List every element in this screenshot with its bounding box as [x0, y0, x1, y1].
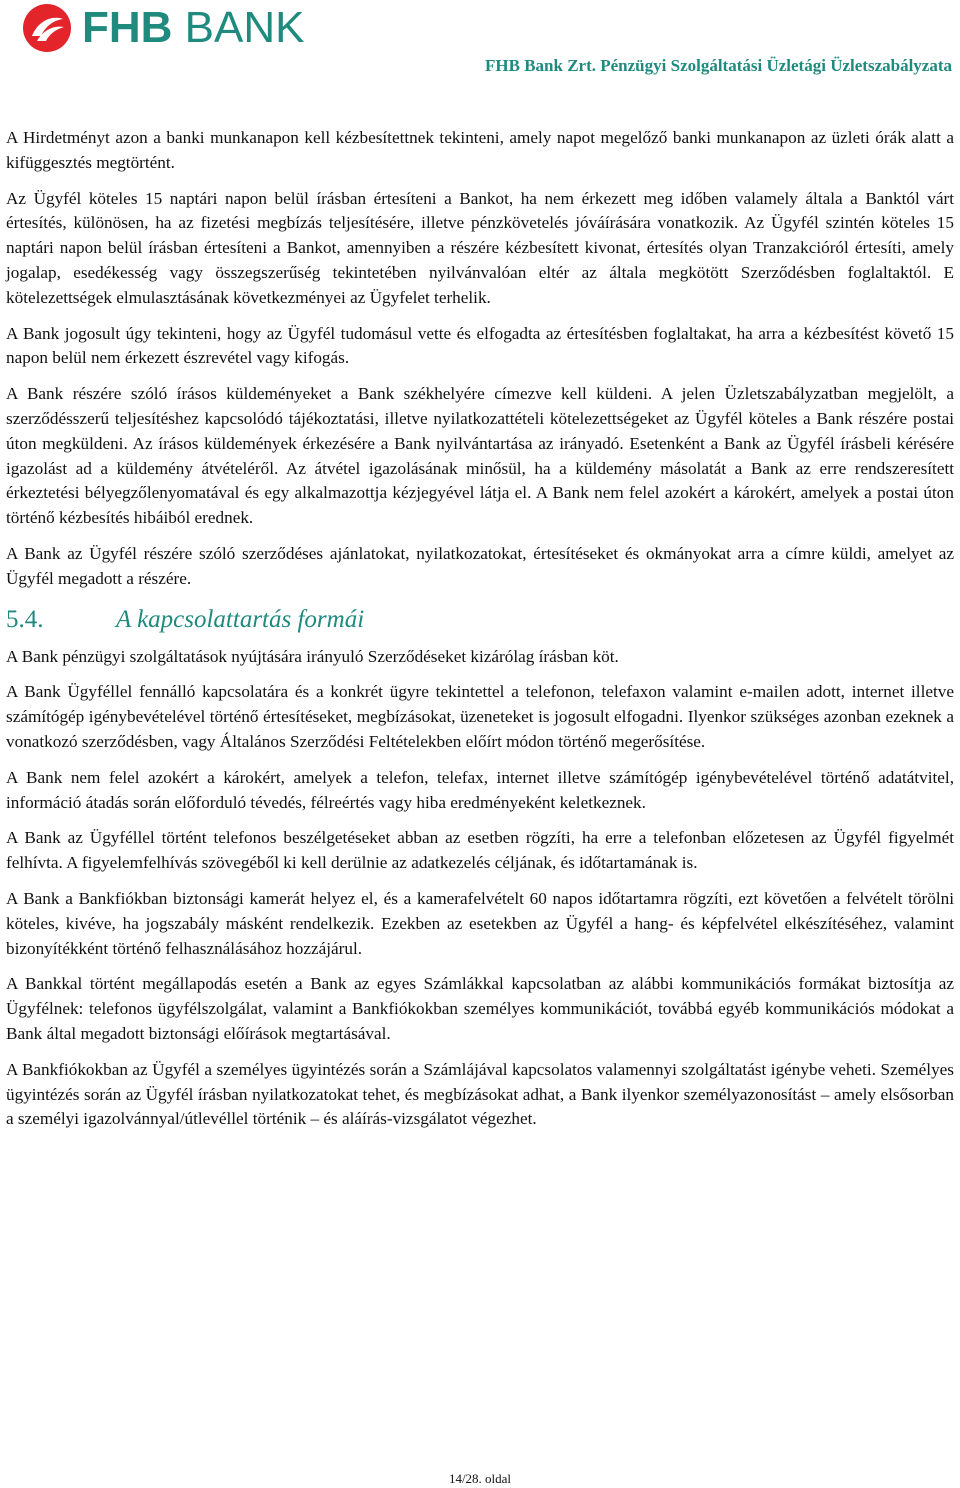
paragraph: A Bankkal történt megállapodás esetén a Bank az egyes Számlákkal kapcsolatban az alábbi kommunikációs formákat biztosítja az Ügyfélnek: telefonos ügyfélszolgálat, valamint a Bankfiókokban személyes kommunikációt, továbbá egyéb kommunikációs módokat a Bank által megadott biztonsági előírások megtartásával. [6, 974, 954, 1043]
paragraph: A Bank a Bankfiókban biztonsági kamerát helyez el, és a kamerafelvételt 60 napos időtartamra rögzíti, ezt követően a felvételt törölni köteles, kivéve, ha jogszabály másként rendelkezik. Ezekben az esetekben az Ügyfél a hang- és képfelvétel elkészítéséhez, valamint bizonyítékként történő felhasználásához hozzájárul. [6, 888, 954, 958]
paragraph: A Bank pénzügyi szolgáltatások nyújtására irányuló Szerződéseket kizárólag írásban köt. [6, 646, 619, 666]
logo-text-light: BANK [172, 3, 305, 52]
paragraph: A Bank Ügyféllel fennálló kapcsolatára és a konkrét ügyre tekintettel a telefonon, telefaxon valamint e-mailen adott, internet illetve számítógép igénybevételével történő értesítéseket, megbízásokat, üzeneteket is jogosult elfogadni. Ilyenkor szükséges azonban ezeknek a vonatkozó szerződésben, vagy Általános Szerződési Feltételekben előírt módon történő megerősítése. [6, 682, 954, 751]
paragraph: A Hirdetményt azon a banki munkanapon kell kézbesítettnek tekinteni, amely napot megelőző banki munkanapon az üzleti órák alatt a kifüggesztés megtörtént. [6, 128, 954, 172]
page-header [0, 0, 960, 100]
paragraph: A Bankfiókokban az Ügyfél a személyes ügyintézés során a Számlájával kapcsolatos valamennyi szolgáltatást igénybe veheti. Személyes ügyintézés során az Ügyfél írásban nyilatkozatokat tehet, és megbízásokat adhat, a Bank ilyenkor személyazonosítást – amely elsősorban a személyi igazolvánnyal/útlevéllel történik – és aláírás-vizsgálatot végezhet. [6, 1059, 954, 1129]
document-body [6, 126, 954, 1143]
section-title: A kapcsolattartás formái [116, 605, 365, 633]
section-heading [6, 603, 954, 637]
page-number: 14/28. oldal [448, 1471, 512, 1486]
section-number: 5.4. [6, 605, 44, 633]
logo-text [82, 2, 304, 54]
paragraph: A Bank nem felel azokért a károkért, amelyek a telefon, telefax, internet illetve számítógép igénybevételével történő adatátvitel, információ átadás során előforduló tévedés, félreértés vagy hiba eredményeként keletkeznek. [6, 767, 954, 812]
paragraph: A Bank részére szóló írásos küldeményeket a Bank székhelyére címezve kell küldeni. A jelen Üzletszabályzatban megjelölt, a szerződésszerű teljesítéshez kapcsolódó tájékoztatási, illetve nyilatkozattételi kötelezettségeket az Ügyfél köteles a Bank részére postai úton megküldeni. Az írásos küldemények érkezésére a Bank nyilvántartása az irányadó. Esetenként a Bank az Ügyfél írásbeli kérésére igazolást ad a küldemény átvételéről. Az átvétel igazolásának minősül, ha a küldemény másolatát a Bank az erre rendszeresített érkeztetési bélyegzőlenyomatával és egy alkalmazottja kézjegyével látja el. A Bank nem felel azokért a károkért, amelyek a postai úton történő kézbesítés hibáiból erednek. [6, 384, 954, 528]
document-title: FHB Bank Zrt. Pénzügyi Szolgáltatási Üzletági Üzletszabályzata [485, 56, 952, 75]
paragraph: Az Ügyfél köteles 15 naptári napon belül írásban értesíteni a Bankot, ha nem érkezett meg időben valamely általa a Banktól várt értesítés, különösen, ha az fizetési megbízás teljesítésére, illetve pénzkövetelés jóváírására vonatkozik. Az Ügyfél szintén köteles 15 naptári napon belül írásban értesíteni a Bankot, amennyiben a részére kézbesített kivonat, értesítés olyan Tranzakcióról értesíti, amely jogalap, esedékesség vagy összegszerűség tekintetében nyilvánvalóan eltér az általa megkötött Szerződésben foglaltaktól. E kötelezettségek elmulasztásának következményei az Ügyfelet terhelik. [6, 188, 954, 307]
logo-text-bold: FHB [82, 3, 173, 52]
paragraph: A Bank az Ügyfél részére szóló szerződéses ajánlatokat, nyilatkozatokat, értesítéseket és okmányokat arra a címre küldi, amelyet az Ügyfél megadott a részére. [6, 543, 954, 588]
fhb-logo-mark-icon [22, 3, 72, 53]
paragraph: A Bank jogosult úgy tekinteni, hogy az Ügyfél tudomásul vette és elfogadta az értesítésben foglaltakat, ha arra a kézbesítést követő 15 napon belül nem érkezett észrevétel vagy kifogás. [6, 323, 954, 368]
fhb-logo [22, 2, 304, 54]
paragraph: A Bank az Ügyféllel történt telefonos beszélgetéseket abban az esetben rögzíti, ha erre a telefonban előzetesen az Ügyfél figyelmét felhívta. A figyelemfelhívás szövegéből ki kell derülnie az adatkezelés céljának, és időtartamának is. [6, 828, 954, 873]
